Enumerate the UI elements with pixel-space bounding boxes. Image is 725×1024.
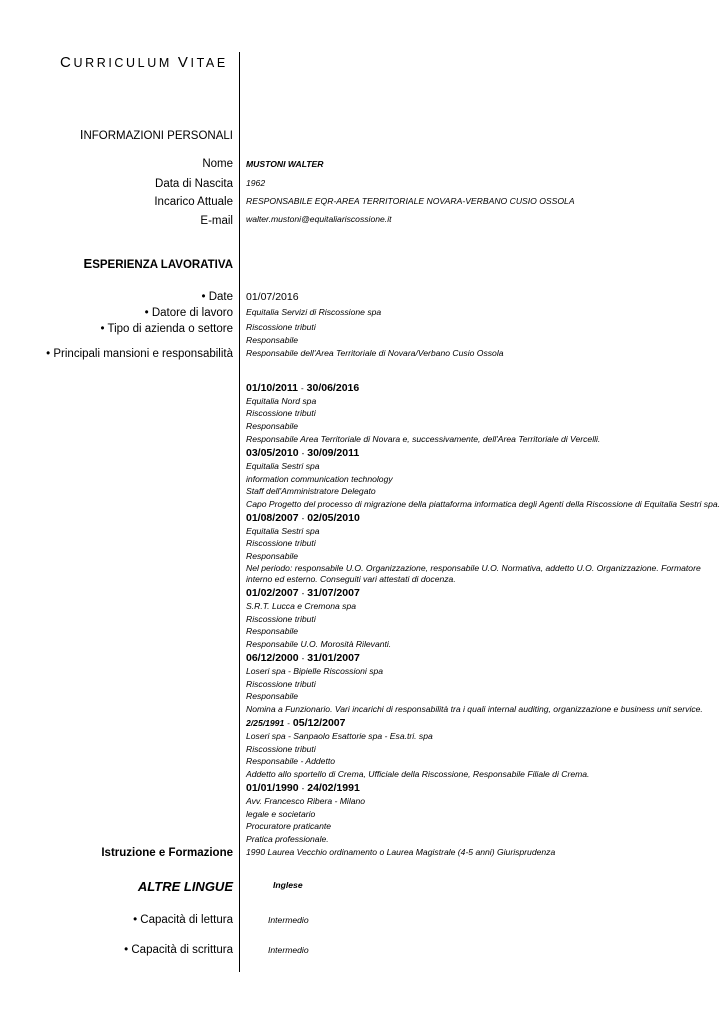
current-sector: Riscossione tributi bbox=[246, 322, 316, 332]
job-employer: Equitalia Sestri spa bbox=[246, 526, 320, 536]
nascita-label: Data di Nascita bbox=[155, 178, 233, 190]
nome-value: MUSTONI WALTER bbox=[246, 159, 324, 169]
job-employer: Loseri spa - Sanpaolo Esattorie spa - Esa.tri. spa bbox=[246, 731, 433, 741]
job-duties: Nel periodo: responsabile U.O. Organizzazione, responsabile U.O. Normativa, addetto U.O. Organizzazione. Formatore interno ed esterno. Conseguiti vari attestati di docenza. bbox=[246, 563, 701, 584]
job-dates: 06/12/2000 - 31/01/2007 bbox=[246, 652, 360, 664]
job-duties: Responsabile U.O. Morosità Rilevanti. bbox=[246, 639, 392, 649]
job-role: Responsabile - Addetto bbox=[246, 756, 336, 766]
current-employer: Equitalia Servizi di Riscossione spa bbox=[246, 307, 382, 317]
job-dates: 01/02/2007 - 31/07/2007 bbox=[246, 587, 360, 599]
education-value: 1990 Laurea Vecchio ordinamento o Laurea Magistrale (4-5 anni) Giurisprudenza bbox=[246, 847, 556, 857]
job-role: Procuratore praticante bbox=[246, 821, 332, 831]
job-sector: Riscossione tributi bbox=[246, 744, 316, 754]
current-duties: Responsabile dell'Area Territoriale di Novara/Verbano Cusio Ossola bbox=[246, 348, 504, 358]
education-label: Istruzione e Formazione bbox=[101, 847, 233, 859]
job-dates: 01/08/2007 - 02/05/2010 bbox=[246, 512, 360, 524]
job-employer: S.R.T. Lucca e Cremona spa bbox=[246, 601, 357, 611]
section-heading-experience: ESPERIENZA LAVORATIVA bbox=[83, 256, 233, 271]
mansioni-label: • Principali mansioni e responsabilità bbox=[46, 348, 233, 360]
incarico-label: Incarico Attuale bbox=[154, 196, 233, 208]
scrittura-value: Intermedio bbox=[268, 945, 309, 955]
job-sector: Riscossione tributi bbox=[246, 538, 316, 548]
current-role: Responsabile bbox=[246, 335, 299, 345]
job-employer: Equitalia Sestri spa bbox=[246, 461, 320, 471]
job-employer: Equitalia Nord spa bbox=[246, 396, 317, 406]
incarico-value: RESPONSABILE EQR-AREA TERRITORIALE NOVARA-VERBANO CUSIO OSSOLA bbox=[246, 196, 575, 206]
nome-label: Nome bbox=[202, 158, 233, 170]
job-duties: Capo Progetto del processo di migrazione della piattaforma informatica degli Agenti della Riscossione di Equitalia Sestri spa. bbox=[246, 499, 721, 509]
languages-heading: ALTRE LINGUE bbox=[137, 879, 233, 894]
job-duties: Pratica professionale. bbox=[246, 834, 329, 844]
document-title: CURRICULUM VITAE bbox=[60, 54, 228, 71]
datore-label: • Datore di lavoro bbox=[144, 307, 233, 319]
tipo-label: • Tipo di azienda o settore bbox=[100, 323, 233, 335]
section-heading-personal: INFORMAZIONI PERSONALI bbox=[79, 127, 233, 142]
job-role: Responsabile bbox=[246, 626, 299, 636]
job-role: Responsabile bbox=[246, 691, 299, 701]
job-dates: 03/05/2010 - 30/09/2011 bbox=[246, 447, 360, 459]
job-duties: Nomina a Funzionario. Vari incarichi di responsabilità tra i quali internal auditing, organizzazione e business unit service. bbox=[246, 704, 703, 714]
date-label: • Date bbox=[201, 291, 233, 303]
job-dates: 01/01/1990 - 24/02/1991 bbox=[246, 782, 360, 794]
job-sector: Riscossione tributi bbox=[246, 614, 316, 624]
job-dates: 2/25/1991 - 05/12/2007 bbox=[246, 717, 346, 729]
language-name: Inglese bbox=[273, 880, 303, 890]
scrittura-label: • Capacità di scrittura bbox=[124, 944, 233, 956]
job-sector: Riscossione tributi bbox=[246, 408, 316, 418]
lettura-value: Intermedio bbox=[268, 915, 309, 925]
job-duties: Addetto allo sportello di Crema, Ufficiale della Riscossione, Responsabile Filiale di Crema. bbox=[246, 769, 590, 779]
email-value[interactable]: walter.mustoni@equitaliariscossione.it bbox=[246, 214, 392, 224]
email-label: E-mail bbox=[200, 215, 233, 227]
job-sector: Riscossione tributi bbox=[246, 679, 316, 689]
job-employer: Loseri spa - Bipielle Riscossioni spa bbox=[246, 666, 384, 676]
job-duties: Responsabile Area Territoriale di Novara e, successivamente, dell'Area Territoriale di Vercelli. bbox=[246, 434, 601, 444]
lettura-label: • Capacità di lettura bbox=[133, 914, 233, 926]
job-role: Responsabile bbox=[246, 421, 299, 431]
job-role: Responsabile bbox=[246, 551, 299, 561]
job-role: Staff dell'Amministratore Delegato bbox=[246, 486, 376, 496]
job-dates: 01/10/2011 - 30/06/2016 bbox=[246, 382, 360, 394]
column-divider bbox=[239, 52, 240, 972]
job-sector: legale e societario bbox=[246, 809, 316, 819]
job-employer: Avv. Francesco Ribera - Milano bbox=[246, 796, 366, 806]
nascita-value: 1962 bbox=[246, 178, 266, 188]
job-sector: information communication technology bbox=[246, 474, 393, 484]
current-date: 01/07/2016 bbox=[246, 291, 299, 303]
